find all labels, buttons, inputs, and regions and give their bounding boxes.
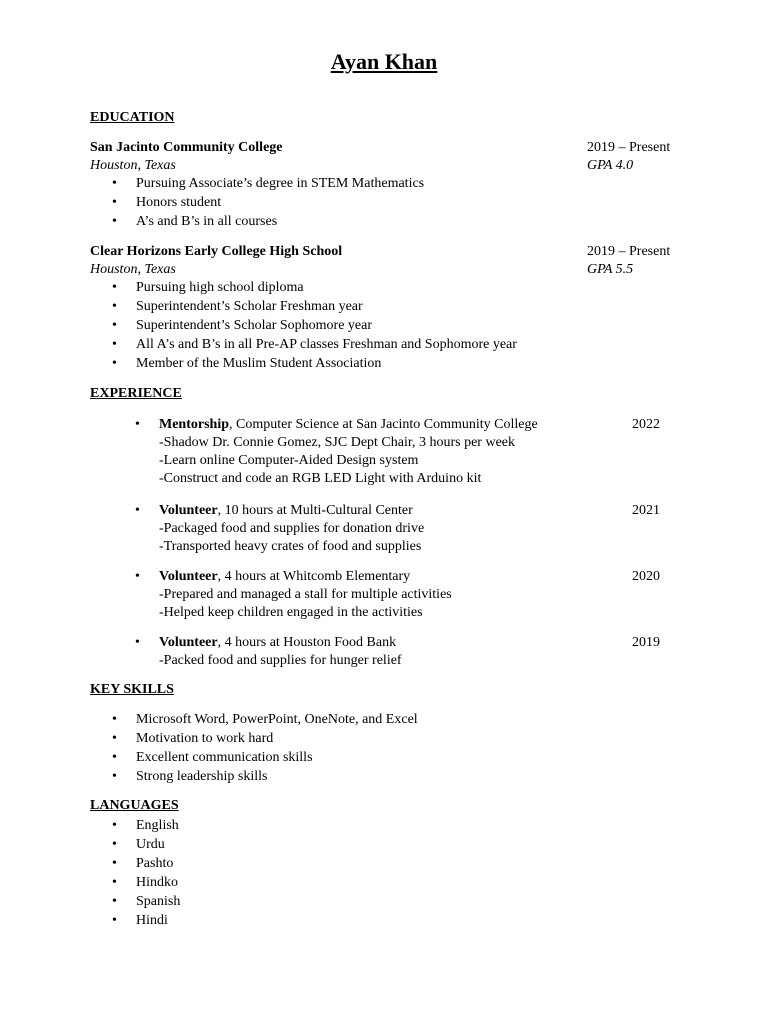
school-dates: 2019 – Present: [587, 244, 671, 259]
list-item: • A’s and B’s in all courses: [136, 213, 424, 232]
experience-line: -Construct and code an RGB LED Light with Arduino kit: [159, 471, 482, 486]
school-name: San Jacinto Community College: [90, 140, 283, 155]
experience-line: -Learn online Computer-Aided Design system: [159, 453, 419, 468]
list-item: • Hindko: [136, 874, 180, 893]
list-item: • Strong leadership skills: [136, 768, 418, 787]
experience-year: 2020: [632, 569, 660, 584]
experience-heading: EXPERIENCE: [90, 386, 182, 401]
experience-role: Volunteer: [159, 569, 218, 584]
experience-role: Volunteer: [159, 635, 218, 650]
education-heading: EDUCATION: [90, 110, 175, 125]
experience-detail: , 4 hours at Houston Food Bank: [217, 635, 397, 650]
experience-line: -Helped keep children engaged in the activities: [159, 605, 423, 620]
experience-detail: , Computer Science at San Jacinto Community College: [229, 417, 538, 432]
skills-heading: KEY SKILLS: [90, 682, 174, 697]
list-item: • Pashto: [136, 855, 180, 874]
experience-role: Mentorship: [159, 417, 229, 432]
list-item: • Excellent communication skills: [136, 749, 418, 768]
list-item: • Hindi: [136, 912, 180, 931]
experience-entry: [159, 416, 538, 488]
resume-name: Ayan Khan: [330, 49, 438, 74]
list-item: • English: [136, 817, 180, 836]
experience-line: -Transported heavy crates of food and supplies: [159, 539, 422, 554]
skills-list: [136, 711, 418, 787]
experience-year: 2022: [632, 417, 660, 432]
list-item: • Spanish: [136, 893, 180, 912]
experience-line: -Packed food and supplies for hunger relief: [159, 653, 402, 668]
school-location: Houston, Texas: [90, 262, 176, 277]
school-gpa: GPA 5.5: [587, 262, 634, 277]
school-bullets: [136, 175, 424, 232]
experience-line: -Prepared and managed a stall for multiple activities: [159, 587, 452, 602]
experience-entry: [159, 502, 424, 556]
experience-line: -Shadow Dr. Connie Gomez, SJC Dept Chair, 3 hours per week: [159, 435, 515, 450]
experience-year: 2019: [632, 635, 660, 650]
list-item: • Urdu: [136, 836, 180, 855]
experience-detail: , 10 hours at Multi-Cultural Center: [217, 503, 413, 518]
experience-line: -Packaged food and supplies for donation drive: [159, 521, 425, 536]
list-item: • Pursuing high school diploma: [136, 279, 517, 298]
experience-year: 2021: [632, 503, 660, 518]
experience-entry: [159, 634, 402, 670]
school-bullets: [136, 279, 517, 374]
experience-detail: , 4 hours at Whitcomb Elementary: [217, 569, 411, 584]
languages-list: [136, 817, 180, 931]
school-dates: 2019 – Present: [587, 140, 671, 155]
languages-heading: LANGUAGES: [90, 798, 179, 813]
list-item: • Microsoft Word, PowerPoint, OneNote, and Excel: [136, 711, 418, 730]
list-item: • Honors student: [136, 194, 424, 213]
school-location: Houston, Texas: [90, 158, 176, 173]
list-item: • All A’s and B’s in all Pre-AP classes Freshman and Sophomore year: [136, 336, 517, 355]
experience-entry: [159, 568, 452, 622]
list-item: • Pursuing Associate’s degree in STEM Mathematics: [136, 175, 424, 194]
list-item: • Member of the Muslim Student Association: [136, 355, 517, 374]
school-gpa: GPA 4.0: [587, 158, 634, 173]
school-name: Clear Horizons Early College High School: [90, 244, 343, 259]
list-item: • Motivation to work hard: [136, 730, 418, 749]
list-item: • Superintendent’s Scholar Sophomore year: [136, 317, 517, 336]
list-item: • Superintendent’s Scholar Freshman year: [136, 298, 517, 317]
experience-role: Volunteer: [159, 503, 218, 518]
